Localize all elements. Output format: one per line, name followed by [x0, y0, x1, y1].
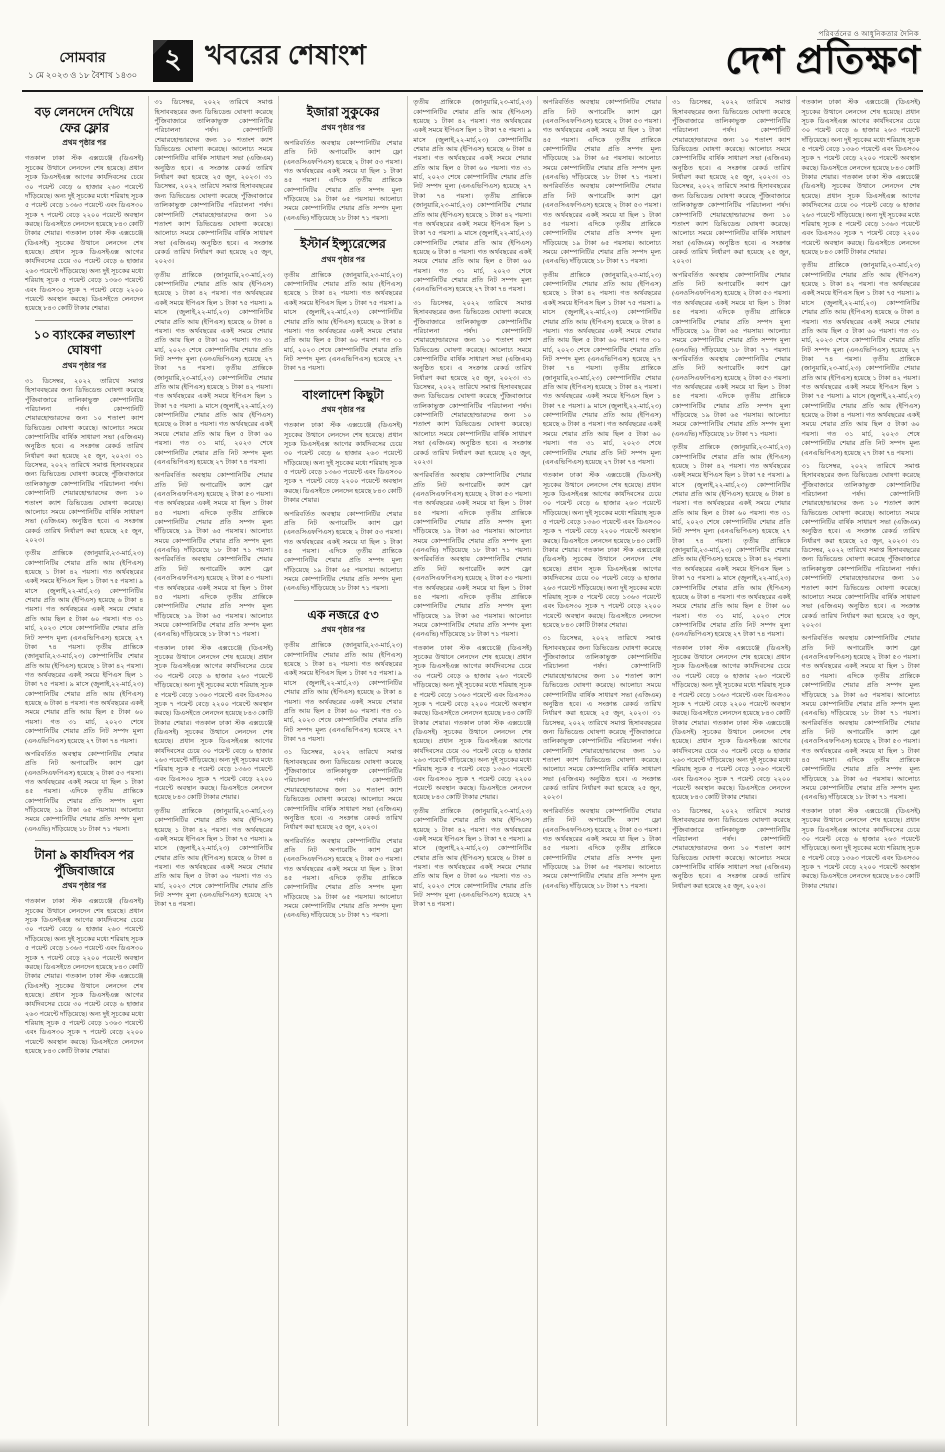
columns: [20, 96, 925, 1426]
article-headline: ইস্টার্ন ইন্স্যুরেন্সের: [300, 237, 386, 252]
article-paragraph: গতকাল ঢাকা স্টক এক্সচেঞ্জে (ডিএসই) সূচকের উত্থানে লেনদেন শেষ হয়েছে। প্রধান সূচক ডিএসইএক্স আগের কার্যদিবসের চেয়ে ৩০ পয়েন্ট বেড়ে ৬ হাজার ২৬৩ পয়েন্টে দাঁড়িয়েছে। অন্য দুই সূচকের মধ্যে শরিয়াহ সূচক ৫ পয়েন্ট বেড়ে ১৩৬৩ পয়েন্টে এবং ডিএস৩০ সূচক ৭ পয়েন্ট বেড়ে ২২০০ পয়েন্টে অবস্থান করছে। ডিএসইতে লেনদেন হয়েছে ৮৪৩ কোটি টাকার শেয়ার। গতকাল ঢাকা স্টক এক্সচেঞ্জে (ডিএসই) সূচকের উত্থানে লেনদেন শেষ হয়েছে। প্রধান সূচক ডিএসইএক্স আগের কার্যদিবসের চেয়ে ৩০ পয়েন্ট বেড়ে ৬ হাজার ২৬৩ পয়েন্টে দাঁড়িয়েছে। অন্য দুই সূচকের মধ্যে শরিয়াহ সূচক ৫ পয়েন্ট বেড়ে ১৩৬৩ পয়েন্টে এবং ডিএস৩০ সূচক ৭ পয়েন্ট বেড়ে ২২০০ পয়েন্টে অবস্থান করছে। ডিএসইতে লেনদেন হয়েছে ৮৪৩ কোটি টাকার শেয়ার।: [25, 898, 144, 1056]
article-headline: ইজারা সুকুকের: [306, 105, 380, 120]
article-paragraph: গতকাল ঢাকা স্টক এক্সচেঞ্জে (ডিএসই) সূচকের উত্থানে লেনদেন শেষ হয়েছে। প্রধান সূচক ডিএসইএক্স আগের কার্যদিবসের চেয়ে ৩০ পয়েন্ট বেড়ে ৬ হাজার ২৬৩ পয়েন্টে দাঁড়িয়েছে। অন্য দুই সূচকের মধ্যে শরিয়াহ সূচক ৫ পয়েন্ট বেড়ে ১৩৬৩ পয়েন্টে এবং ডিএস৩০ সূচক ৭ পয়েন্ট বেড়ে ২২০০ পয়েন্টে অবস্থান করছে। ডিএসইতে লেনদেন হয়েছে ৮৪৩ কোটি টাকার শেয়ার। গতকাল ঢাকা স্টক এক্সচেঞ্জে (ডিএসই) সূচকের উত্থানে লেনদেন শেষ হয়েছে। প্রধান সূচক ডিএসইএক্স আগের কার্যদিবসের চেয়ে ৩০ পয়েন্ট বেড়ে ৬ হাজার ২৬৩ পয়েন্টে দাঁড়িয়েছে। অন্য দুই সূচকের মধ্যে শরিয়াহ সূচক ৫ পয়েন্ট বেড়ে ১৩৬৩ পয়েন্টে এবং ডিএস৩০ সূচক ৭ পয়েন্ট বেড়ে ২২০০ পয়েন্টে অবস্থান করছে। ডিএসইতে লেনদেন হয়েছে ৮৪৩ কোটি টাকার শেয়ার।: [801, 99, 920, 256]
weekday-label: সোমবার: [59, 51, 106, 67]
article-paragraph: গতকাল ঢাকা স্টক এক্সচেঞ্জে (ডিএসই) সূচকের উত্থানে লেনদেন শেষ হয়েছে। প্রধান সূচক ডিএসইএক্স আগের কার্যদিবসের চেয়ে ৩০ পয়েন্ট বেড়ে ৬ হাজার ২৬৩ পয়েন্টে দাঁড়িয়েছে। অন্য দুই সূচকের মধ্যে শরিয়াহ সূচক ৫ পয়েন্ট বেড়ে ১৩৬৩ পয়েন্টে এবং ডিএস৩০ সূচক ৭ পয়েন্ট বেড়ে ২২০০ পয়েন্টে অবস্থান করছে। ডিএসইতে লেনদেন হয়েছে ৮৪৩ কোটি টাকার শেয়ার। গতকাল ঢাকা স্টক এক্সচেঞ্জে (ডিএসই) সূচকের উত্থানে লেনদেন শেষ হয়েছে। প্রধান সূচক ডিএসইএক্স আগের কার্যদিবসের চেয়ে ৩০ পয়েন্ট বেড়ে ৬ হাজার ২৬৩ পয়েন্টে দাঁড়িয়েছে। অন্য দুই সূচকের মধ্যে শরিয়াহ সূচক ৫ পয়েন্ট বেড়ে ১৩৬৩ পয়েন্টে এবং ডিএস৩০ সূচক ৭ পয়েন্ট বেড়ে ২২০০ পয়েন্টে অবস্থান করছে। ডিএসইতে লেনদেন হয়েছে ৮৪৩ কোটি টাকার শেয়ার।: [25, 155, 144, 313]
article-paragraph: তৃতীয় প্রান্তিকে (জানুয়ারি,২৩-মার্চ,২৩) কোম্পানিটির শেয়ার প্রতি আয় (ইপিএস) হয়েছে ১ টাকা ৪২ পয়সা। গত অর্থবছরের একই সময়ে ইপিএস ছিল ১ টাকা ৭৫ পয়সা। ৯ মাসে (জুলাই,২২-মার্চ,২৩) কোম্পানিটির শেয়ার প্রতি আয় (ইপিএস) হয়েছে ৬ টাকা ৪ পয়সা। গত অর্থবছরের একই সময়ে শেয়ার প্রতি আয় ছিল ৫ টাকা ৬০ পয়সা। গত ৩১ মার্চ, ২০২৩ শেষে কোম্পানিটির শেয়ার প্রতি নিট সম্পদ মূল্য (এনএভিপিএস) হয়েছে ২৭ টাকা ৭৪ পয়সা। তৃতীয় প্রান্তিকে (জানুয়ারি,২৩-মার্চ,২৩) কোম্পানিটির শেয়ার প্রতি আয় (ইপিএস) হয়েছে ১ টাকা ৪২ পয়সা। গত অর্থবছরের একই সময়ে ইপিএস ছিল ১ টাকা ৭৫ পয়সা। ৯ মাসে (জুলাই,২২-মার্চ,২৩) কোম্পানিটির শেয়ার প্রতি আয় (ইপিএস) হয়েছে ৬ টাকা ৪ পয়সা। গত অর্থবছরের একই সময়ে শেয়ার প্রতি আয় ছিল ৫ টাকা ৬০ পয়সা। গত ৩১ মার্চ, ২০২৩ শেষে কোম্পানিটির শেয়ার প্রতি নিট সম্পদ মূল্য (এনএভিপিএস) হয়েছে ২৭ টাকা ৭৪ পয়সা।: [413, 99, 532, 294]
article-subhead: প্রথম পৃষ্ঠার পর: [321, 122, 365, 132]
article-paragraph: অপরিবর্তিত অবস্থায় কোম্পানিটির শেয়ার প্রতি নিট অপারেটিং ক্যাশ ফ্লো (এনওসিএফপিএস) হয়েছে ২ টাকা ৫৩ পয়সা। গত অর্থবছরের একই সময়ে যা ছিল ১ টাকা ৪৫ পয়সা। এদিকে তৃতীয় প্রান্তিকে কোম্পানিটির শেয়ার প্রতি সম্পদ মূল্য দাঁড়িয়েছে ১৯ টাকা ৬৫ পয়সায়। আলোচ্য সময়ে কোম্পানিটির শেয়ার প্রতি সম্পদ মূল্য (এনএভি) দাঁড়িয়েছে ১৮ টাকা ৭১ পয়সা।: [542, 807, 662, 890]
article-paragraph: গতকাল ঢাকা স্টক এক্সচেঞ্জে (ডিএসই) সূচকের উত্থানে লেনদেন শেষ হয়েছে। প্রধান সূচক ডিএসইএক্স আগের কার্যদিবসের চেয়ে ৩০ পয়েন্ট বেড়ে ৬ হাজার ২৬৩ পয়েন্টে দাঁড়িয়েছে। অন্য দুই সূচকের মধ্যে শরিয়াহ সূচক ৫ পয়েন্ট বেড়ে ১৩৬৩ পয়েন্টে এবং ডিএস৩০ সূচক ৭ পয়েন্ট বেড়ে ২২০০ পয়েন্টে অবস্থান করছে। ডিএসইতে লেনদেন হয়েছে ৮৪৩ কোটি টাকার শেয়ার। গতকাল ঢাকা স্টক এক্সচেঞ্জে (ডিএসই) সূচকের উত্থানে লেনদেন শেষ হয়েছে। প্রধান সূচক ডিএসইএক্স আগের কার্যদিবসের চেয়ে ৩০ পয়েন্ট বেড়ে ৬ হাজার ২৬৩ পয়েন্টে দাঁড়িয়েছে। অন্য দুই সূচকের মধ্যে শরিয়াহ সূচক ৫ পয়েন্ট বেড়ে ১৩৬৩ পয়েন্টে এবং ডিএস৩০ সূচক ৭ পয়েন্ট বেড়ে ২২০০ পয়েন্টে অবস্থান করছে। ডিএসইতে লেনদেন হয়েছে ৮৪৩ কোটি টাকার শেয়ার।: [413, 644, 532, 802]
article-paragraph: অপরিবর্তিত অবস্থায় কোম্পানিটির শেয়ার প্রতি নিট অপারেটিং ক্যাশ ফ্লো (এনওসিএফপিএস) হয়েছে ২ টাকা ৫৩ পয়সা। গত অর্থবছরের একই সময়ে যা ছিল ১ টাকা ৪৫ পয়সা। এদিকে তৃতীয় প্রান্তিকে কোম্পানিটির শেয়ার প্রতি সম্পদ মূল্য দাঁড়িয়েছে ১৯ টাকা ৬৫ পয়সায়। আলোচ্য সময়ে কোম্পানিটির শেয়ার প্রতি সম্পদ মূল্য (এনএভি) দাঁড়িয়েছে ১৮ টাকা ৭১ পয়সা। অপরিবর্তিত অবস্থায় কোম্পানিটির শেয়ার প্রতি নিট অপারেটিং ক্যাশ ফ্লো (এনওসিএফপিএস) হয়েছে ২ টাকা ৫৩ পয়সা। গত অর্থবছরের একই সময়ে যা ছিল ১ টাকা ৪৫ পয়সা। এদিকে তৃতীয় প্রান্তিকে কোম্পানিটির শেয়ার প্রতি সম্পদ মূল্য দাঁড়িয়েছে ১৯ টাকা ৬৫ পয়সায়। আলোচ্য সময়ে কোম্পানিটির শেয়ার প্রতি সম্পদ মূল্য (এনএভি) দাঁড়িয়েছে ১৮ টাকা ৭১ পয়সা।: [542, 99, 662, 266]
article-paragraph: তৃতীয় প্রান্তিকে (জানুয়ারি,২৩-মার্চ,২৩) কোম্পানিটির শেয়ার প্রতি আয় (ইপিএস) হয়েছে ১ টাকা ৪২ পয়সা। গত অর্থবছরের একই সময়ে ইপিএস ছিল ১ টাকা ৭৫ পয়সা। ৯ মাসে (জুলাই,২২-মার্চ,২৩) কোম্পানিটির শেয়ার প্রতি আয় (ইপিএস) হয়েছে ৬ টাকা ৪ পয়সা। গত অর্থবছরের একই সময়ে শেয়ার প্রতি আয় ছিল ৫ টাকা ৬০ পয়সা। গত ৩১ মার্চ, ২০২৩ শেষে কোম্পানিটির শেয়ার প্রতি নিট সম্পদ মূল্য (এনএভিপিএস) হয়েছে ২৭ টাকা ৭৪ পয়সা।: [283, 271, 403, 373]
article-divider: [35, 320, 133, 321]
article-subhead: প্রথম পৃষ্ঠার পর: [321, 405, 365, 415]
article-subhead: প্রথম পৃষ্ঠার পর: [62, 138, 107, 148]
page-number: ২: [164, 43, 182, 74]
article-paragraph: ৩১ ডিসেম্বর, ২০২২ তারিখে সমাপ্ত হিসাববছরের জন্য ডিভিডেন্ড ঘোষণা করেছে পুঁজিবাজারে তালিকাভুক্ত কোম্পানিটির পরিচালনা পর্ষদ। কোম্পানিটি শেয়ারহোল্ডারদের জন্য ১০ শতাংশ ক্যাশ ডিভিডেন্ড ঘোষণা করেছে। আলোচ্য সময়ে কোম্পানিটির বার্ষিক সাধারণ সভা (এজিএম) অনুষ্ঠিত হবে। এ সংক্রান্ত রেকর্ড তারিখ নির্ধারণ করা হয়েছে ২৫ জুন, ২০২৩। ৩১ ডিসেম্বর, ২০২২ তারিখে সমাপ্ত হিসাববছরের জন্য ডিভিডেন্ড ঘোষণা করেছে পুঁজিবাজারে তালিকাভুক্ত কোম্পানিটির পরিচালনা পর্ষদ। কোম্পানিটি শেয়ারহোল্ডারদের জন্য ১০ শতাংশ ক্যাশ ডিভিডেন্ড ঘোষণা করেছে। আলোচ্য সময়ে কোম্পানিটির বার্ষিক সাধারণ সভা (এজিএম) অনুষ্ঠিত হবে। এ সংক্রান্ত রেকর্ড তারিখ নির্ধারণ করা হয়েছে ২৫ জুন, ২০২৩।: [542, 635, 662, 802]
article-paragraph: তৃতীয় প্রান্তিকে (জানুয়ারি,২৩-মার্চ,২৩) কোম্পানিটির শেয়ার প্রতি আয় (ইপিএস) হয়েছে ১ টাকা ৪২ পয়সা। গত অর্থবছরের একই সময়ে ইপিএস ছিল ১ টাকা ৭৫ পয়সা। ৯ মাসে (জুলাই,২২-মার্চ,২৩) কোম্পানিটির শেয়ার প্রতি আয় (ইপিএস) হয়েছে ৬ টাকা ৪ পয়সা। গত অর্থবছরের একই সময়ে শেয়ার প্রতি আয় ছিল ৫ টাকা ৬০ পয়সা। গত ৩১ মার্চ, ২০২৩ শেষে কোম্পানিটির শেয়ার প্রতি নিট সম্পদ মূল্য (এনএভিপিএস) হয়েছে ২৭ টাকা ৭৪ পয়সা।: [154, 807, 273, 909]
column-6: [666, 96, 795, 1426]
article-divider: [294, 229, 392, 230]
article-paragraph: তৃতীয় প্রান্তিকে (জানুয়ারি,২৩-মার্চ,২৩) কোম্পানিটির শেয়ার প্রতি আয় (ইপিএস) হয়েছে ১ টাকা ৪২ পয়সা। গত অর্থবছরের একই সময়ে ইপিএস ছিল ১ টাকা ৭৫ পয়সা। ৯ মাসে (জুলাই,২২-মার্চ,২৩) কোম্পানিটির শেয়ার প্রতি আয় (ইপিএস) হয়েছে ৬ টাকা ৪ পয়সা। গত অর্থবছরের একই সময়ে শেয়ার প্রতি আয় ছিল ৫ টাকা ৬০ পয়সা। গত ৩১ মার্চ, ২০২৩ শেষে কোম্পানিটির শেয়ার প্রতি নিট সম্পদ মূল্য (এনএভিপিএস) হয়েছে ২৭ টাকা ৭৪ পয়সা। তৃতীয় প্রান্তিকে (জানুয়ারি,২৩-মার্চ,২৩) কোম্পানিটির শেয়ার প্রতি আয় (ইপিএস) হয়েছে ১ টাকা ৪২ পয়সা। গত অর্থবছরের একই সময়ে ইপিএস ছিল ১ টাকা ৭৫ পয়সা। ৯ মাসে (জুলাই,২২-মার্চ,২৩) কোম্পানিটির শেয়ার প্রতি আয় (ইপিএস) হয়েছে ৬ টাকা ৪ পয়সা। গত অর্থবছরের একই সময়ে শেয়ার প্রতি আয় ছিল ৫ টাকা ৬০ পয়সা। গত ৩১ মার্চ, ২০২৩ শেষে কোম্পানিটির শেয়ার প্রতি নিট সম্পদ মূল্য (এনএভিপিএস) হয়েছে ২৭ টাকা ৭৪ পয়সা।: [801, 262, 920, 457]
article-headline: এক নজরে ৫৩: [307, 607, 379, 622]
date-line: ১ মে ২০২৩ ও ১৮ বৈশাখ ১৪৩০: [28, 70, 138, 81]
article-paragraph: ৩১ ডিসেম্বর, ২০২২ তারিখে সমাপ্ত হিসাববছরের জন্য ডিভিডেন্ড ঘোষণা করেছে পুঁজিবাজারে তালিকাভুক্ত কোম্পানিটির পরিচালনা পর্ষদ। কোম্পানিটি শেয়ারহোল্ডারদের জন্য ১০ শতাংশ ক্যাশ ডিভিডেন্ড ঘোষণা করেছে। আলোচ্য সময়ে কোম্পানিটির বার্ষিক সাধারণ সভা (এজিএম) অনুষ্ঠিত হবে। এ সংক্রান্ত রেকর্ড তারিখ নির্ধারণ করা হয়েছে ২৫ জুন, ২০২৩।: [283, 749, 403, 832]
masthead: [0, 0, 945, 90]
article-paragraph: তৃতীয় প্রান্তিকে (জানুয়ারি,২৩-মার্চ,২৩) কোম্পানিটির শেয়ার প্রতি আয় (ইপিএস) হয়েছে ১ টাকা ৪২ পয়সা। গত অর্থবছরের একই সময়ে ইপিএস ছিল ১ টাকা ৭৫ পয়সা। ৯ মাসে (জুলাই,২২-মার্চ,২৩) কোম্পানিটির শেয়ার প্রতি আয় (ইপিএস) হয়েছে ৬ টাকা ৪ পয়সা। গত অর্থবছরের একই সময়ে শেয়ার প্রতি আয় ছিল ৫ টাকা ৬০ পয়সা। গত ৩১ মার্চ, ২০২৩ শেষে কোম্পানিটির শেয়ার প্রতি নিট সম্পদ মূল্য (এনএভিপিএস) হয়েছে ২৭ টাকা ৭৪ পয়সা। তৃতীয় প্রান্তিকে (জানুয়ারি,২৩-মার্চ,২৩) কোম্পানিটির শেয়ার প্রতি আয় (ইপিএস) হয়েছে ১ টাকা ৪২ পয়সা। গত অর্থবছরের একই সময়ে ইপিএস ছিল ১ টাকা ৭৫ পয়সা। ৯ মাসে (জুলাই,২২-মার্চ,২৩) কোম্পানিটির শেয়ার প্রতি আয় (ইপিএস) হয়েছে ৬ টাকা ৪ পয়সা। গত অর্থবছরের একই সময়ে শেয়ার প্রতি আয় ছিল ৫ টাকা ৬০ পয়সা। গত ৩১ মার্চ, ২০২৩ শেষে কোম্পানিটির শেয়ার প্রতি নিট সম্পদ মূল্য (এনএভিপিএস) হয়েছে ২৭ টাকা ৭৪ পয়সা।: [25, 550, 144, 745]
article-paragraph: গতকাল ঢাকা স্টক এক্সচেঞ্জে (ডিএসই) সূচকের উত্থানে লেনদেন শেষ হয়েছে। প্রধান সূচক ডিএসইএক্স আগের কার্যদিবসের চেয়ে ৩০ পয়েন্ট বেড়ে ৬ হাজার ২৬৩ পয়েন্টে দাঁড়িয়েছে। অন্য দুই সূচকের মধ্যে শরিয়াহ সূচক ৫ পয়েন্ট বেড়ে ১৩৬৩ পয়েন্টে এবং ডিএস৩০ সূচক ৭ পয়েন্ট বেড়ে ২২০০ পয়েন্টে অবস্থান করছে। ডিএসইতে লেনদেন হয়েছে ৮৪৩ কোটি টাকার শেয়ার।: [801, 807, 920, 890]
date-block: [28, 51, 137, 82]
article-paragraph: তৃতীয় প্রান্তিকে (জানুয়ারি,২৩-মার্চ,২৩) কোম্পানিটির শেয়ার প্রতি আয় (ইপিএস) হয়েছে ১ টাকা ৪২ পয়সা। গত অর্থবছরের একই সময়ে ইপিএস ছিল ১ টাকা ৭৫ পয়সা। ৯ মাসে (জুলাই,২২-মার্চ,২৩) কোম্পানিটির শেয়ার প্রতি আয় (ইপিএস) হয়েছে ৬ টাকা ৪ পয়সা। গত অর্থবছরের একই সময়ে শেয়ার প্রতি আয় ছিল ৫ টাকা ৬০ পয়সা। গত ৩১ মার্চ, ২০২৩ শেষে কোম্পানিটির শেয়ার প্রতি নিট সম্পদ মূল্য (এনএভিপিএস) হয়েছে ২৭ টাকা ৭৪ পয়সা। তৃতীয় প্রান্তিকে (জানুয়ারি,২৩-মার্চ,২৩) কোম্পানিটির শেয়ার প্রতি আয় (ইপিএস) হয়েছে ১ টাকা ৪২ পয়সা। গত অর্থবছরের একই সময়ে ইপিএস ছিল ১ টাকা ৭৫ পয়সা। ৯ মাসে (জুলাই,২২-মার্চ,২৩) কোম্পানিটির শেয়ার প্রতি আয় (ইপিএস) হয়েছে ৬ টাকা ৪ পয়সা। গত অর্থবছরের একই সময়ে শেয়ার প্রতি আয় ছিল ৫ টাকা ৬০ পয়সা। গত ৩১ মার্চ, ২০২৩ শেষে কোম্পানিটির শেয়ার প্রতি নিট সম্পদ মূল্য (এনএভিপিএস) হয়েছে ২৭ টাকা ৭৪ পয়সা।: [154, 271, 273, 466]
article-paragraph: তৃতীয় প্রান্তিকে (জানুয়ারি,২৩-মার্চ,২৩) কোম্পানিটির শেয়ার প্রতি আয় (ইপিএস) হয়েছে ১ টাকা ৪২ পয়সা। গত অর্থবছরের একই সময়ে ইপিএস ছিল ১ টাকা ৭৫ পয়সা। ৯ মাসে (জুলাই,২২-মার্চ,২৩) কোম্পানিটির শেয়ার প্রতি আয় (ইপিএস) হয়েছে ৬ টাকা ৪ পয়সা। গত অর্থবছরের একই সময়ে শেয়ার প্রতি আয় ছিল ৫ টাকা ৬০ পয়সা। গত ৩১ মার্চ, ২০২৩ শেষে কোম্পানিটির শেয়ার প্রতি নিট সম্পদ মূল্য (এনএভিপিএস) হয়েছে ২৭ টাকা ৭৪ পয়সা। তৃতীয় প্রান্তিকে (জানুয়ারি,২৩-মার্চ,২৩) কোম্পানিটির শেয়ার প্রতি আয় (ইপিএস) হয়েছে ১ টাকা ৪২ পয়সা। গত অর্থবছরের একই সময়ে ইপিএস ছিল ১ টাকা ৭৫ পয়সা। ৯ মাসে (জুলাই,২২-মার্চ,২৩) কোম্পানিটির শেয়ার প্রতি আয় (ইপিএস) হয়েছে ৬ টাকা ৪ পয়সা। গত অর্থবছরের একই সময়ে শেয়ার প্রতি আয় ছিল ৫ টাকা ৬০ পয়সা। গত ৩১ মার্চ, ২০২৩ শেষে কোম্পানিটির শেয়ার প্রতি নিট সম্পদ মূল্য (এনএভিপিএস) হয়েছে ২৭ টাকা ৭৪ পয়সা।: [542, 271, 662, 466]
article-paragraph: অপরিবর্তিত অবস্থায় কোম্পানিটির শেয়ার প্রতি নিট অপারেটিং ক্যাশ ফ্লো (এনওসিএফপিএস) হয়েছে ২ টাকা ৫৩ পয়সা। গত অর্থবছরের একই সময়ে যা ছিল ১ টাকা ৪৫ পয়সা। এদিকে তৃতীয় প্রান্তিকে কোম্পানিটির শেয়ার প্রতি সম্পদ মূল্য দাঁড়িয়েছে ১৯ টাকা ৬৫ পয়সায়। আলোচ্য সময়ে কোম্পানিটির শেয়ার প্রতি সম্পদ মূল্য (এনএভি) দাঁড়িয়েছে ১৮ টাকা ৭১ পয়সা। অপরিবর্তিত অবস্থায় কোম্পানিটির শেয়ার প্রতি নিট অপারেটিং ক্যাশ ফ্লো (এনওসিএফপিএস) হয়েছে ২ টাকা ৫৩ পয়সা। গত অর্থবছরের একই সময়ে যা ছিল ১ টাকা ৪৫ পয়সা। এদিকে তৃতীয় প্রান্তিকে কোম্পানিটির শেয়ার প্রতি সম্পদ মূল্য দাঁড়িয়েছে ১৯ টাকা ৬৫ পয়সায়। আলোচ্য সময়ে কোম্পানিটির শেয়ার প্রতি সম্পদ মূল্য (এনএভি) দাঁড়িয়েছে ১৮ টাকা ৭১ পয়সা।: [672, 271, 791, 438]
article-paragraph: গতকাল ঢাকা স্টক এক্সচেঞ্জে (ডিএসই) সূচকের উত্থানে লেনদেন শেষ হয়েছে। প্রধান সূচক ডিএসইএক্স আগের কার্যদিবসের চেয়ে ৩০ পয়েন্ট বেড়ে ৬ হাজার ২৬৩ পয়েন্টে দাঁড়িয়েছে। অন্য দুই সূচকের মধ্যে শরিয়াহ সূচক ৫ পয়েন্ট বেড়ে ১৩৬৩ পয়েন্টে এবং ডিএস৩০ সূচক ৭ পয়েন্ট বেড়ে ২২০০ পয়েন্টে অবস্থান করছে। ডিএসইতে লেনদেন হয়েছে ৮৪৩ কোটি টাকার শেয়ার।: [283, 422, 403, 505]
article-subhead: প্রথম পৃষ্ঠার পর: [62, 360, 107, 370]
article-headline: বড় লেনদেন দেখিয়ে ফের ফ্লোর: [34, 105, 134, 135]
article-paragraph: গতকাল ঢাকা স্টক এক্সচেঞ্জে (ডিএসই) সূচকের উত্থানে লেনদেন শেষ হয়েছে। প্রধান সূচক ডিএসইএক্স আগের কার্যদিবসের চেয়ে ৩০ পয়েন্ট বেড়ে ৬ হাজার ২৬৩ পয়েন্টে দাঁড়িয়েছে। অন্য দুই সূচকের মধ্যে শরিয়াহ সূচক ৫ পয়েন্ট বেড়ে ১৩৬৩ পয়েন্টে এবং ডিএস৩০ সূচক ৭ পয়েন্ট বেড়ে ২২০০ পয়েন্টে অবস্থান করছে। ডিএসইতে লেনদেন হয়েছে ৮৪৩ কোটি টাকার শেয়ার। গতকাল ঢাকা স্টক এক্সচেঞ্জে (ডিএসই) সূচকের উত্থানে লেনদেন শেষ হয়েছে। প্রধান সূচক ডিএসইএক্স আগের কার্যদিবসের চেয়ে ৩০ পয়েন্ট বেড়ে ৬ হাজার ২৬৩ পয়েন্টে দাঁড়িয়েছে। অন্য দুই সূচকের মধ্যে শরিয়াহ সূচক ৫ পয়েন্ট বেড়ে ১৩৬৩ পয়েন্টে এবং ডিএস৩০ সূচক ৭ পয়েন্ট বেড়ে ২২০০ পয়েন্টে অবস্থান করছে। ডিএসইতে লেনদেন হয়েছে ৮৪৩ কোটি টাকার শেয়ার।: [542, 472, 662, 629]
column-5: [537, 96, 666, 1426]
column-3: [278, 96, 407, 1426]
article-paragraph: তৃতীয় প্রান্তিকে (জানুয়ারি,২৩-মার্চ,২৩) কোম্পানিটির শেয়ার প্রতি আয় (ইপিএস) হয়েছে ১ টাকা ৪২ পয়সা। গত অর্থবছরের একই সময়ে ইপিএস ছিল ১ টাকা ৭৫ পয়সা। ৯ মাসে (জুলাই,২২-মার্চ,২৩) কোম্পানিটির শেয়ার প্রতি আয় (ইপিএস) হয়েছে ৬ টাকা ৪ পয়সা। গত অর্থবছরের একই সময়ে শেয়ার প্রতি আয় ছিল ৫ টাকা ৬০ পয়সা। গত ৩১ মার্চ, ২০২৩ শেষে কোম্পানিটির শেয়ার প্রতি নিট সম্পদ মূল্য (এনএভিপিএস) হয়েছে ২৭ টাকা ৭৪ পয়সা।: [413, 807, 532, 909]
article-headline: ১০ ব্যাংকের লভ্যাংশ ঘোষণা: [33, 327, 135, 358]
newspaper-name: দেশ প্রতিক্ষণ: [725, 40, 921, 83]
page-number-badge: [153, 40, 193, 82]
article-paragraph: অপরিবর্তিত অবস্থায় কোম্পানিটির শেয়ার প্রতি নিট অপারেটিং ক্যাশ ফ্লো (এনওসিএফপিএস) হয়েছে ২ টাকা ৫৩ পয়সা। গত অর্থবছরের একই সময়ে যা ছিল ১ টাকা ৪৫ পয়সা। এদিকে তৃতীয় প্রান্তিকে কোম্পানিটির শেয়ার প্রতি সম্পদ মূল্য দাঁড়িয়েছে ১৯ টাকা ৬৫ পয়সায়। আলোচ্য সময়ে কোম্পানিটির শেয়ার প্রতি সম্পদ মূল্য (এনএভি) দাঁড়িয়েছে ১৮ টাকা ৭১ পয়সা।: [283, 510, 403, 593]
article-paragraph: ৩১ ডিসেম্বর, ২০২২ তারিখে সমাপ্ত হিসাববছরের জন্য ডিভিডেন্ড ঘোষণা করেছে পুঁজিবাজারে তালিকাভুক্ত কোম্পানিটির পরিচালনা পর্ষদ। কোম্পানিটি শেয়ারহোল্ডারদের জন্য ১০ শতাংশ ক্যাশ ডিভিডেন্ড ঘোষণা করেছে। আলোচ্য সময়ে কোম্পানিটির বার্ষিক সাধারণ সভা (এজিএম) অনুষ্ঠিত হবে। এ সংক্রান্ত রেকর্ড তারিখ নির্ধারণ করা হয়েছে ২৫ জুন, ২০২৩। ৩১ ডিসেম্বর, ২০২২ তারিখে সমাপ্ত হিসাববছরের জন্য ডিভিডেন্ড ঘোষণা করেছে পুঁজিবাজারে তালিকাভুক্ত কোম্পানিটির পরিচালনা পর্ষদ। কোম্পানিটি শেয়ারহোল্ডারদের জন্য ১০ শতাংশ ক্যাশ ডিভিডেন্ড ঘোষণা করেছে। আলোচ্য সময়ে কোম্পানিটির বার্ষিক সাধারণ সভা (এজিএম) অনুষ্ঠিত হবে। এ সংক্রান্ত রেকর্ড তারিখ নির্ধারণ করা হয়েছে ২৫ জুন, ২০২৩।: [25, 377, 144, 544]
column-4: [407, 96, 536, 1426]
article-divider: [35, 840, 133, 841]
article-subhead: প্রথম পৃষ্ঠার পর: [62, 881, 107, 891]
article-paragraph: ৩১ ডিসেম্বর, ২০২২ তারিখে সমাপ্ত হিসাববছরের জন্য ডিভিডেন্ড ঘোষণা করেছে পুঁজিবাজারে তালিকাভুক্ত কোম্পানিটির পরিচালনা পর্ষদ। কোম্পানিটি শেয়ারহোল্ডারদের জন্য ১০ শতাংশ ক্যাশ ডিভিডেন্ড ঘোষণা করেছে। আলোচ্য সময়ে কোম্পানিটির বার্ষিক সাধারণ সভা (এজিএম) অনুষ্ঠিত হবে। এ সংক্রান্ত রেকর্ড তারিখ নির্ধারণ করা হয়েছে ২৫ জুন, ২০২৩।: [672, 807, 791, 890]
article-subhead: প্রথম পৃষ্ঠার পর: [321, 625, 365, 635]
column-7: [796, 96, 925, 1426]
article-headline: টানা ৯ কার্যদিবস পর পুঁজিবাজারে: [34, 848, 134, 878]
article-paragraph: ৩১ ডিসেম্বর, ২০২২ তারিখে সমাপ্ত হিসাববছরের জন্য ডিভিডেন্ড ঘোষণা করেছে পুঁজিবাজারে তালিকাভুক্ত কোম্পানিটির পরিচালনা পর্ষদ। কোম্পানিটি শেয়ারহোল্ডারদের জন্য ১০ শতাংশ ক্যাশ ডিভিডেন্ড ঘোষণা করেছে। আলোচ্য সময়ে কোম্পানিটির বার্ষিক সাধারণ সভা (এজিএম) অনুষ্ঠিত হবে। এ সংক্রান্ত রেকর্ড তারিখ নির্ধারণ করা হয়েছে ২৫ জুন, ২০২৩। ৩১ ডিসেম্বর, ২০২২ তারিখে সমাপ্ত হিসাববছরের জন্য ডিভিডেন্ড ঘোষণা করেছে পুঁজিবাজারে তালিকাভুক্ত কোম্পানিটির পরিচালনা পর্ষদ। কোম্পানিটি শেয়ারহোল্ডারদের জন্য ১০ শতাংশ ক্যাশ ডিভিডেন্ড ঘোষণা করেছে। আলোচ্য সময়ে কোম্পানিটির বার্ষিক সাধারণ সভা (এজিএম) অনুষ্ঠিত হবে। এ সংক্রান্ত রেকর্ড তারিখ নির্ধারণ করা হয়েছে ২৫ জুন, ২০২৩।: [672, 99, 791, 266]
article-paragraph: ৩১ ডিসেম্বর, ২০২২ তারিখে সমাপ্ত হিসাববছরের জন্য ডিভিডেন্ড ঘোষণা করেছে পুঁজিবাজারে তালিকাভুক্ত কোম্পানিটির পরিচালনা পর্ষদ। কোম্পানিটি শেয়ারহোল্ডারদের জন্য ১০ শতাংশ ক্যাশ ডিভিডেন্ড ঘোষণা করেছে। আলোচ্য সময়ে কোম্পানিটির বার্ষিক সাধারণ সভা (এজিএম) অনুষ্ঠিত হবে। এ সংক্রান্ত রেকর্ড তারিখ নির্ধারণ করা হয়েছে ২৫ জুন, ২০২৩। ৩১ ডিসেম্বর, ২০২২ তারিখে সমাপ্ত হিসাববছরের জন্য ডিভিডেন্ড ঘোষণা করেছে পুঁজিবাজারে তালিকাভুক্ত কোম্পানিটির পরিচালনা পর্ষদ। কোম্পানিটি শেয়ারহোল্ডারদের জন্য ১০ শতাংশ ক্যাশ ডিভিডেন্ড ঘোষণা করেছে। আলোচ্য সময়ে কোম্পানিটির বার্ষিক সাধারণ সভা (এজিএম) অনুষ্ঠিত হবে। এ সংক্রান্ত রেকর্ড তারিখ নির্ধারণ করা হয়েছে ২৫ জুন, ২০২৩।: [801, 462, 920, 629]
article-paragraph: তৃতীয় প্রান্তিকে (জানুয়ারি,২৩-মার্চ,২৩) কোম্পানিটির শেয়ার প্রতি আয় (ইপিএস) হয়েছে ১ টাকা ৪২ পয়সা। গত অর্থবছরের একই সময়ে ইপিএস ছিল ১ টাকা ৭৫ পয়সা। ৯ মাসে (জুলাই,২২-মার্চ,২৩) কোম্পানিটির শেয়ার প্রতি আয় (ইপিএস) হয়েছে ৬ টাকা ৪ পয়সা। গত অর্থবছরের একই সময়ে শেয়ার প্রতি আয় ছিল ৫ টাকা ৬০ পয়সা। গত ৩১ মার্চ, ২০২৩ শেষে কোম্পানিটির শেয়ার প্রতি নিট সম্পদ মূল্য (এনএভিপিএস) হয়েছে ২৭ টাকা ৭৪ পয়সা।: [283, 642, 403, 743]
column-2: [148, 96, 277, 1426]
article-paragraph: অপরিবর্তিত অবস্থায় কোম্পানিটির শেয়ার প্রতি নিট অপারেটিং ক্যাশ ফ্লো (এনওসিএফপিএস) হয়েছে ২ টাকা ৫৩ পয়সা। গত অর্থবছরের একই সময়ে যা ছিল ১ টাকা ৪৫ পয়সা। এদিকে তৃতীয় প্রান্তিকে কোম্পানিটির শেয়ার প্রতি সম্পদ মূল্য দাঁড়িয়েছে ১৯ টাকা ৬৫ পয়সায়। আলোচ্য সময়ে কোম্পানিটির শেয়ার প্রতি সম্পদ মূল্য (এনএভি) দাঁড়িয়েছে ১৮ টাকা ৭১ পয়সা। অপরিবর্তিত অবস্থায় কোম্পানিটির শেয়ার প্রতি নিট অপারেটিং ক্যাশ ফ্লো (এনওসিএফপিএস) হয়েছে ২ টাকা ৫৩ পয়সা। গত অর্থবছরের একই সময়ে যা ছিল ১ টাকা ৪৫ পয়সা। এদিকে তৃতীয় প্রান্তিকে কোম্পানিটির শেয়ার প্রতি সম্পদ মূল্য দাঁড়িয়েছে ১৯ টাকা ৬৫ পয়সায়। আলোচ্য সময়ে কোম্পানিটির শেয়ার প্রতি সম্পদ মূল্য (এনএভি) দাঁড়িয়েছে ১৮ টাকা ৭১ পয়সা।: [413, 472, 532, 639]
newspaper-logo-block: [725, 24, 921, 82]
article-divider: [294, 600, 392, 601]
article-paragraph: ৩১ ডিসেম্বর, ২০২২ তারিখে সমাপ্ত হিসাববছরের জন্য ডিভিডেন্ড ঘোষণা করেছে পুঁজিবাজারে তালিকাভুক্ত কোম্পানিটির পরিচালনা পর্ষদ। কোম্পানিটি শেয়ারহোল্ডারদের জন্য ১০ শতাংশ ক্যাশ ডিভিডেন্ড ঘোষণা করেছে। আলোচ্য সময়ে কোম্পানিটির বার্ষিক সাধারণ সভা (এজিএম) অনুষ্ঠিত হবে। এ সংক্রান্ত রেকর্ড তারিখ নির্ধারণ করা হয়েছে ২৫ জুন, ২০২৩। ৩১ ডিসেম্বর, ২০২২ তারিখে সমাপ্ত হিসাববছরের জন্য ডিভিডেন্ড ঘোষণা করেছে পুঁজিবাজারে তালিকাভুক্ত কোম্পানিটির পরিচালনা পর্ষদ। কোম্পানিটি শেয়ারহোল্ডারদের জন্য ১০ শতাংশ ক্যাশ ডিভিডেন্ড ঘোষণা করেছে। আলোচ্য সময়ে কোম্পানিটির বার্ষিক সাধারণ সভা (এজিএম) অনুষ্ঠিত হবে। এ সংক্রান্ত রেকর্ড তারিখ নির্ধারণ করা হয়েছে ২৫ জুন, ২০২৩।: [413, 299, 532, 466]
article-headline: বাংলাদেশ কিছুটা: [302, 387, 384, 402]
article-paragraph: অপরিবর্তিত অবস্থায় কোম্পানিটির শেয়ার প্রতি নিট অপারেটিং ক্যাশ ফ্লো (এনওসিএফপিএস) হয়েছে ২ টাকা ৫৩ পয়সা। গত অর্থবছরের একই সময়ে যা ছিল ১ টাকা ৪৫ পয়সা। এদিকে তৃতীয় প্রান্তিকে কোম্পানিটির শেয়ার প্রতি সম্পদ মূল্য দাঁড়িয়েছে ১৯ টাকা ৬৫ পয়সায়। আলোচ্য সময়ে কোম্পানিটির শেয়ার প্রতি সম্পদ মূল্য (এনএভি) দাঁড়িয়েছে ১৮ টাকা ৭১ পয়সা।: [283, 139, 403, 222]
column-1: [20, 96, 148, 1426]
article-paragraph: অপরিবর্তিত অবস্থায় কোম্পানিটির শেয়ার প্রতি নিট অপারেটিং ক্যাশ ফ্লো (এনওসিএফপিএস) হয়েছে ২ টাকা ৫৩ পয়সা। গত অর্থবছরের একই সময়ে যা ছিল ১ টাকা ৪৫ পয়সা। এদিকে তৃতীয় প্রান্তিকে কোম্পানিটির শেয়ার প্রতি সম্পদ মূল্য দাঁড়িয়েছে ১৯ টাকা ৬৫ পয়সায়। আলোচ্য সময়ে কোম্পানিটির শেয়ার প্রতি সম্পদ মূল্য (এনএভি) দাঁড়িয়েছে ১৮ টাকা ৭১ পয়সা। অপরিবর্তিত অবস্থায় কোম্পানিটির শেয়ার প্রতি নিট অপারেটিং ক্যাশ ফ্লো (এনওসিএফপিএস) হয়েছে ২ টাকা ৫৩ পয়সা। গত অর্থবছরের একই সময়ে যা ছিল ১ টাকা ৪৫ পয়সা। এদিকে তৃতীয় প্রান্তিকে কোম্পানিটির শেয়ার প্রতি সম্পদ মূল্য দাঁড়িয়েছে ১৯ টাকা ৬৫ পয়সায়। আলোচ্য সময়ে কোম্পানিটির শেয়ার প্রতি সম্পদ মূল্য (এনএভি) দাঁড়িয়েছে ১৮ টাকা ৭১ পয়সা।: [154, 472, 273, 639]
article-subhead: প্রথম পৃষ্ঠার পর: [321, 254, 365, 264]
section-title: খবরের শেষাংশ: [205, 40, 367, 71]
masthead-divider: [22, 90, 923, 92]
article-paragraph: অপরিবর্তিত অবস্থায় কোম্পানিটির শেয়ার প্রতি নিট অপারেটিং ক্যাশ ফ্লো (এনওসিএফপিএস) হয়েছে ২ টাকা ৫৩ পয়সা। গত অর্থবছরের একই সময়ে যা ছিল ১ টাকা ৪৫ পয়সা। এদিকে তৃতীয় প্রান্তিকে কোম্পানিটির শেয়ার প্রতি সম্পদ মূল্য দাঁড়িয়েছে ১৯ টাকা ৬৫ পয়সায়। আলোচ্য সময়ে কোম্পানিটির শেয়ার প্রতি সম্পদ মূল্য (এনএভি) দাঁড়িয়েছে ১৮ টাকা ৭১ পয়সা।: [283, 837, 403, 920]
article-paragraph: অপরিবর্তিত অবস্থায় কোম্পানিটির শেয়ার প্রতি নিট অপারেটিং ক্যাশ ফ্লো (এনওসিএফপিএস) হয়েছে ২ টাকা ৫৩ পয়সা। গত অর্থবছরের একই সময়ে যা ছিল ১ টাকা ৪৫ পয়সা। এদিকে তৃতীয় প্রান্তিকে কোম্পানিটির শেয়ার প্রতি সম্পদ মূল্য দাঁড়িয়েছে ১৯ টাকা ৬৫ পয়সায়। আলোচ্য সময়ে কোম্পানিটির শেয়ার প্রতি সম্পদ মূল্য (এনএভি) দাঁড়িয়েছে ১৮ টাকা ৭১ পয়সা।: [25, 750, 144, 833]
article-divider: [294, 380, 392, 381]
article-paragraph: গতকাল ঢাকা স্টক এক্সচেঞ্জে (ডিএসই) সূচকের উত্থানে লেনদেন শেষ হয়েছে। প্রধান সূচক ডিএসইএক্স আগের কার্যদিবসের চেয়ে ৩০ পয়েন্ট বেড়ে ৬ হাজার ২৬৩ পয়েন্টে দাঁড়িয়েছে। অন্য দুই সূচকের মধ্যে শরিয়াহ সূচক ৫ পয়েন্ট বেড়ে ১৩৬৩ পয়েন্টে এবং ডিএস৩০ সূচক ৭ পয়েন্ট বেড়ে ২২০০ পয়েন্টে অবস্থান করছে। ডিএসইতে লেনদেন হয়েছে ৮৪৩ কোটি টাকার শেয়ার। গতকাল ঢাকা স্টক এক্সচেঞ্জে (ডিএসই) সূচকের উত্থানে লেনদেন শেষ হয়েছে। প্রধান সূচক ডিএসইএক্স আগের কার্যদিবসের চেয়ে ৩০ পয়েন্ট বেড়ে ৬ হাজার ২৬৩ পয়েন্টে দাঁড়িয়েছে। অন্য দুই সূচকের মধ্যে শরিয়াহ সূচক ৫ পয়েন্ট বেড়ে ১৩৬৩ পয়েন্টে এবং ডিএস৩০ সূচক ৭ পয়েন্ট বেড়ে ২২০০ পয়েন্টে অবস্থান করছে। ডিএসইতে লেনদেন হয়েছে ৮৪৩ কোটি টাকার শেয়ার।: [154, 644, 273, 802]
article-paragraph: গতকাল ঢাকা স্টক এক্সচেঞ্জে (ডিএসই) সূচকের উত্থানে লেনদেন শেষ হয়েছে। প্রধান সূচক ডিএসইএক্স আগের কার্যদিবসের চেয়ে ৩০ পয়েন্ট বেড়ে ৬ হাজার ২৬৩ পয়েন্টে দাঁড়িয়েছে। অন্য দুই সূচকের মধ্যে শরিয়াহ সূচক ৫ পয়েন্ট বেড়ে ১৩৬৩ পয়েন্টে এবং ডিএস৩০ সূচক ৭ পয়েন্ট বেড়ে ২২০০ পয়েন্টে অবস্থান করছে। ডিএসইতে লেনদেন হয়েছে ৮৪৩ কোটি টাকার শেয়ার। গতকাল ঢাকা স্টক এক্সচেঞ্জে (ডিএসই) সূচকের উত্থানে লেনদেন শেষ হয়েছে। প্রধান সূচক ডিএসইএক্স আগের কার্যদিবসের চেয়ে ৩০ পয়েন্ট বেড়ে ৬ হাজার ২৬৩ পয়েন্টে দাঁড়িয়েছে। অন্য দুই সূচকের মধ্যে শরিয়াহ সূচক ৫ পয়েন্ট বেড়ে ১৩৬৩ পয়েন্টে এবং ডিএস৩০ সূচক ৭ পয়েন্ট বেড়ে ২২০০ পয়েন্টে অবস্থান করছে। ডিএসইতে লেনদেন হয়েছে ৮৪৩ কোটি টাকার শেয়ার।: [672, 644, 791, 802]
newspaper-tagline: পরিবর্তনের ও আধুনিকতার দৈনিক: [817, 31, 921, 40]
article-paragraph: অপরিবর্তিত অবস্থায় কোম্পানিটির শেয়ার প্রতি নিট অপারেটিং ক্যাশ ফ্লো (এনওসিএফপিএস) হয়েছে ২ টাকা ৫৩ পয়সা। গত অর্থবছরের একই সময়ে যা ছিল ১ টাকা ৪৫ পয়সা। এদিকে তৃতীয় প্রান্তিকে কোম্পানিটির শেয়ার প্রতি সম্পদ মূল্য দাঁড়িয়েছে ১৯ টাকা ৬৫ পয়সায়। আলোচ্য সময়ে কোম্পানিটির শেয়ার প্রতি সম্পদ মূল্য (এনএভি) দাঁড়িয়েছে ১৮ টাকা ৭১ পয়সা। অপরিবর্তিত অবস্থায় কোম্পানিটির শেয়ার প্রতি নিট অপারেটিং ক্যাশ ফ্লো (এনওসিএফপিএস) হয়েছে ২ টাকা ৫৩ পয়সা। গত অর্থবছরের একই সময়ে যা ছিল ১ টাকা ৪৫ পয়সা। এদিকে তৃতীয় প্রান্তিকে কোম্পানিটির শেয়ার প্রতি সম্পদ মূল্য দাঁড়িয়েছে ১৯ টাকা ৬৫ পয়সায়। আলোচ্য সময়ে কোম্পানিটির শেয়ার প্রতি সম্পদ মূল্য (এনএভি) দাঁড়িয়েছে ১৮ টাকা ৭১ পয়সা।: [801, 635, 920, 802]
article-paragraph: ৩১ ডিসেম্বর, ২০২২ তারিখে সমাপ্ত হিসাববছরের জন্য ডিভিডেন্ড ঘোষণা করেছে পুঁজিবাজারে তালিকাভুক্ত কোম্পানিটির পরিচালনা পর্ষদ। কোম্পানিটি শেয়ারহোল্ডারদের জন্য ১০ শতাংশ ক্যাশ ডিভিডেন্ড ঘোষণা করেছে। আলোচ্য সময়ে কোম্পানিটির বার্ষিক সাধারণ সভা (এজিএম) অনুষ্ঠিত হবে। এ সংক্রান্ত রেকর্ড তারিখ নির্ধারণ করা হয়েছে ২৫ জুন, ২০২৩। ৩১ ডিসেম্বর, ২০২২ তারিখে সমাপ্ত হিসাববছরের জন্য ডিভিডেন্ড ঘোষণা করেছে পুঁজিবাজারে তালিকাভুক্ত কোম্পানিটির পরিচালনা পর্ষদ। কোম্পানিটি শেয়ারহোল্ডারদের জন্য ১০ শতাংশ ক্যাশ ডিভিডেন্ড ঘোষণা করেছে। আলোচ্য সময়ে কোম্পানিটির বার্ষিক সাধারণ সভা (এজিএম) অনুষ্ঠিত হবে। এ সংক্রান্ত রেকর্ড তারিখ নির্ধারণ করা হয়েছে ২৫ জুন, ২০২৩।: [154, 99, 273, 266]
article-paragraph: তৃতীয় প্রান্তিকে (জানুয়ারি,২৩-মার্চ,২৩) কোম্পানিটির শেয়ার প্রতি আয় (ইপিএস) হয়েছে ১ টাকা ৪২ পয়সা। গত অর্থবছরের একই সময়ে ইপিএস ছিল ১ টাকা ৭৫ পয়সা। ৯ মাসে (জুলাই,২২-মার্চ,২৩) কোম্পানিটির শেয়ার প্রতি আয় (ইপিএস) হয়েছে ৬ টাকা ৪ পয়সা। গত অর্থবছরের একই সময়ে শেয়ার প্রতি আয় ছিল ৫ টাকা ৬০ পয়সা। গত ৩১ মার্চ, ২০২৩ শেষে কোম্পানিটির শেয়ার প্রতি নিট সম্পদ মূল্য (এনএভিপিএস) হয়েছে ২৭ টাকা ৭৪ পয়সা। তৃতীয় প্রান্তিকে (জানুয়ারি,২৩-মার্চ,২৩) কোম্পানিটির শেয়ার প্রতি আয় (ইপিএস) হয়েছে ১ টাকা ৪২ পয়সা। গত অর্থবছরের একই সময়ে ইপিএস ছিল ১ টাকা ৭৫ পয়সা। ৯ মাসে (জুলাই,২২-মার্চ,২৩) কোম্পানিটির শেয়ার প্রতি আয় (ইপিএস) হয়েছে ৬ টাকা ৪ পয়সা। গত অর্থবছরের একই সময়ে শেয়ার প্রতি আয় ছিল ৫ টাকা ৬০ পয়সা। গত ৩১ মার্চ, ২০২৩ শেষে কোম্পানিটির শেয়ার প্রতি নিট সম্পদ মূল্য (এনএভিপিএস) হয়েছে ২৭ টাকা ৭৪ পয়সা।: [672, 444, 791, 639]
